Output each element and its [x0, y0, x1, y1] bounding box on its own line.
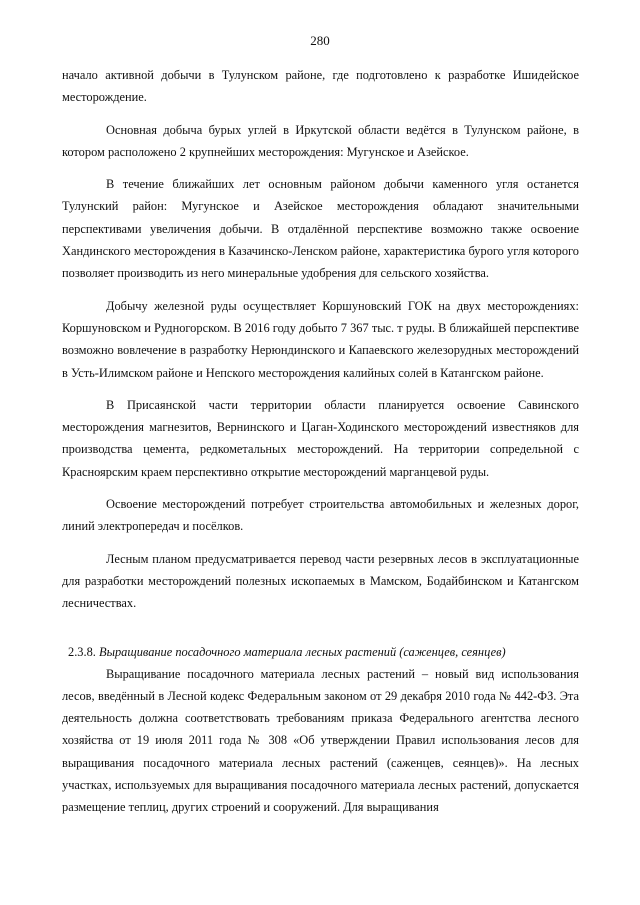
section-title: Выращивание посадочного материала лесных растений (саженцев, сеянцев) [99, 644, 506, 659]
paragraph-tulun-district: В течение ближайших лет основным районом добычи каменного угля останется Тулунский район: Мугунское и Азейское месторождения обладают значительными перспективами увеличения добычи. В отдалённой перспективе возможно также освоение Хандинского месторождения в Казачинско-Ленском районе, характеристика бурого угля которого позволяет производить из него минеральные удобрения для сельского хозяйства. [62, 177, 579, 281]
paragraph-infrastructure: Освоение месторождений потребует строительства автомобильных и железных дорог, линий электропередач и посёлков. [62, 497, 579, 534]
paragraph-continuation: начало активной добычи в Тулунском районе, где подготовлено к разработке Ишидейское месторождение. [62, 68, 579, 105]
paragraph-iron-ore: Добычу железной руды осуществляет Коршуновский ГОК на двух месторождениях: Коршуновском и Рудногорском. В 2016 году добыто 7 367 тыс. т руды. В ближайшей перспективе возможно вовлечение в разработку Нерюндинского и Капаевского железорудных месторождений в Усть-Илимском районе и Непского месторождения калийных солей в Катангском районе. [62, 298, 579, 380]
document-body [62, 64, 579, 819]
section-number: 2.3.8. [68, 644, 96, 659]
paragraph-prisayan: В Присаянской части территории области планируется освоение Савинского месторождения магнезитов, Вернинского и Цаган-Ходинского месторождений известняков для производства цемента, редкометальных месторождений. На территории сопредельной с Красноярским краем перспективно открытие месторождений марганцевой руды. [62, 397, 579, 479]
page-number: 280 [310, 33, 330, 48]
paragraph-planting-material: Выращивание посадочного материала лесных растений – новый вид использования лесов, введённый в Лесной кодекс Федеральным законом от 29 декабря 2010 года № 442-ФЗ. Эта деятельность должна соответствовать требованиям приказа Федерального агентства лесного хозяйства от 19 июля 2011 года № 308 «Об утверждении Правил использования лесов для выращивания посадочного материала лесных растений (саженцев, сеянцев)». На лесных участках, используемых для выращивания посадочного материала лесных растений, допускается размещение теплиц, других строений и сооружений. Для выращивания [62, 666, 579, 815]
paragraph-brown-coal: Основная добыча бурых углей в Иркутской области ведётся в Тулунском районе, в котором расположено 2 крупнейших месторождения: Мугунское и Азейское. [62, 122, 579, 159]
paragraph-forest-plan: Лесным планом предусматривается перевод части резервных лесов в эксплуатационные для разработки месторождений полезных ископаемых в Мамском, Бодайбинском и Катангском лесничествах. [62, 551, 579, 611]
section-heading [68, 641, 579, 663]
